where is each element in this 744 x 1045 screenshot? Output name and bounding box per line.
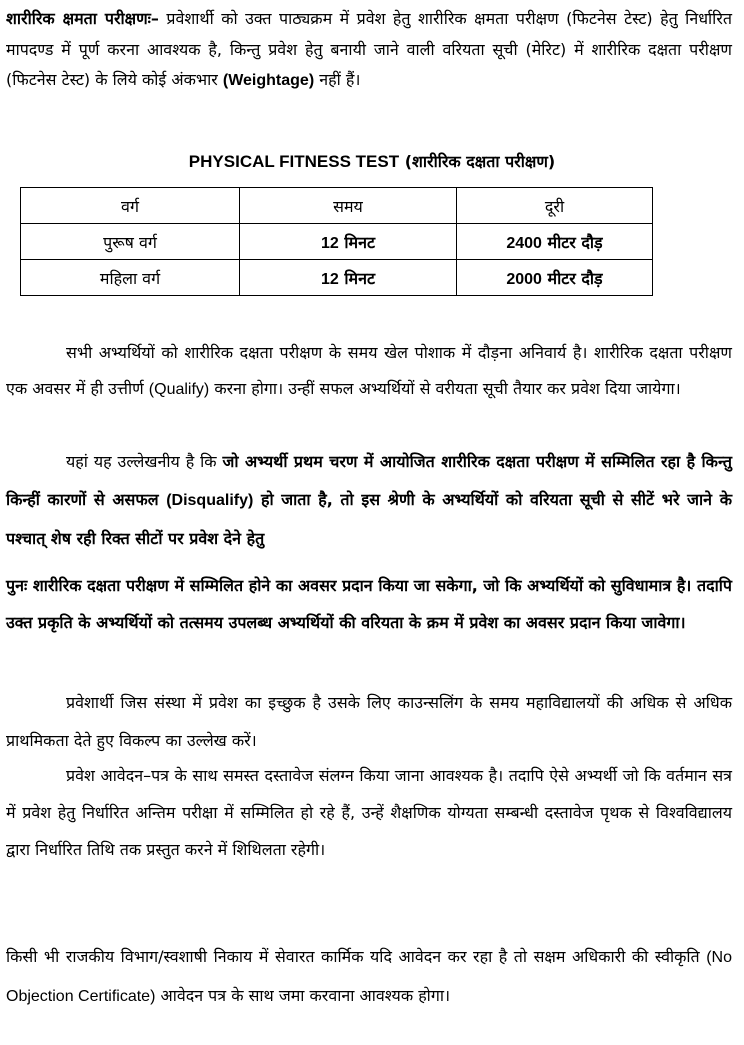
time-number: 12	[320, 270, 339, 288]
row-distance	[457, 260, 653, 296]
note-bold-2: हो जाता है, तो इस श्रेणी के अभ्यर्थियों को वरियता सूची से सीटें भरे जाने के पश्चात् शेष रही रिक्त सीटों पर प्रवेश देने हेतु	[6, 490, 732, 548]
reappear-note-paragraph: पुनः शारीरिक दक्षता परीक्षण में सम्मिलित होने का अवसर प्रदान किया जा सकेगा, जो कि अभ्यर्थियों को सुविधामात्र है। तदापि उक्त प्रकृति के अभ्यर्थियों को तत्समय उपलब्ध अभ्यर्थियों की वरियता के क्रम में प्रवेश का अवसर प्रदान किया जावेगा।	[6, 576, 732, 632]
distance-number: 2400	[506, 234, 542, 252]
table-row	[21, 260, 653, 296]
sports-text-2: करना होगा। उन्हीं सफल अभ्यर्थियों से वरीयता सूची तैयार कर प्रवेश दिया जायेगा।	[209, 379, 681, 398]
noc-text-1: किसी भी राजकीय विभाग/स्वशाषी निकाय में सेवारत कार्मिक यदि आवेदन कर रहा है तो सक्षम अधिकारी की स्वीकृति	[6, 947, 707, 966]
distance-unit: मीटर दौड़	[541, 232, 603, 252]
noc-paragraph	[6, 938, 732, 1016]
header-time: समय	[240, 188, 457, 224]
weightage-term: (Weightage)	[222, 72, 315, 89]
disqualify-note-paragraph	[6, 443, 732, 558]
noc-term: (No Objection Certificate)	[6, 949, 732, 1005]
row-time	[240, 260, 457, 296]
sports-text-1: सभी अभ्यर्थियों को शारीरिक दक्षता परीक्षण के समय खेल पोशाक में दौड़ना अनिवार्य है। शारीरिक दक्षता परीक्षण एक अवसर में ही उत्तीर्ण	[6, 343, 732, 398]
row-time	[240, 224, 457, 260]
note-lead: यहां यह उल्लेखनीय है कि	[66, 452, 223, 471]
note-bold-1: जो अभ्यर्थी प्रथम चरण में आयोजित शारीरिक दक्षता परीक्षण में सम्मिलित रहा है किन्तु किन्हीं कारणों से असफल	[6, 452, 733, 509]
fitness-title-en: PHYSICAL FITNESS TEST	[188, 152, 400, 171]
row-category: पुरूष वर्ग	[21, 224, 240, 260]
choice-paragraph: प्रवेशार्थी जिस संस्था में प्रवेश का इच्छुक है उसके लिए काउन्सलिंग के समय महाविद्यालयों की अधिक से अधिक प्राथमिकता देते हुए विकल्प का उल्लेख करें।	[6, 693, 732, 750]
qualify-term: (Qualify)	[148, 381, 210, 398]
intro-heading: शारीरिक क्षमता परीक्षणः–	[6, 9, 159, 28]
distance-unit: मीटर दौड़	[541, 268, 603, 288]
row-category: महिला वर्ग	[21, 260, 240, 296]
distance-number: 2000	[506, 270, 542, 288]
header-distance: दूरी	[457, 188, 653, 224]
time-unit: मिनट	[338, 232, 376, 252]
header-category: वर्ग	[21, 188, 240, 224]
intro-tail: नहीं हैं।	[314, 70, 361, 89]
intro-paragraph	[6, 4, 732, 97]
sports-dress-paragraph	[6, 335, 732, 408]
disqualify-term: (Disqualify)	[166, 492, 254, 509]
fitness-title-hi: (शारीरिक दक्षता परीक्षण)	[399, 152, 556, 171]
fitness-table	[20, 187, 653, 296]
noc-text-2: आवेदन पत्र के साथ जमा करवाना आवश्यक होगा।	[155, 986, 451, 1005]
intro-text: प्रवेशार्थी को उक्त पाठ्यक्रम में प्रवेश हेतु शारीरिक क्षमता परीक्षण (फिटनेस टेस्ट) हेतु निर्धारित मापदण्ड में पूर्ण करना आवश्यक है, किन्तु प्रवेश हेतु बनायी जाने वाली वरियता सूची (मेरिट) में शारीरिक दक्षता परीक्षण (फिटनेस टेस्ट) के लिये कोई अंकभार	[6, 9, 732, 89]
fitness-test-title	[0, 150, 744, 174]
documents-paragraph: प्रवेश आवेदन–पत्र के साथ समस्त दस्तावेज संलग्न किया जाना आवश्यक है। तदापि ऐसे अभ्यर्थी जो कि वर्तमान सत्र में प्रवेश हेतु निर्धारित अन्तिम परीक्षा में सम्मिलित हो रहे हैं, उन्हें शैक्षणिक योग्यता सम्बन्धी दस्तावेज पृथक से विश्वविद्यालय द्वारा निर्धारित तिथि तक प्रस्तुत करने में शिथिलता रहेगी।	[6, 766, 732, 859]
row-distance	[457, 224, 653, 260]
time-unit: मिनट	[338, 268, 376, 288]
time-number: 12	[320, 234, 339, 252]
table-row	[21, 224, 653, 260]
table-header-row	[21, 188, 653, 224]
